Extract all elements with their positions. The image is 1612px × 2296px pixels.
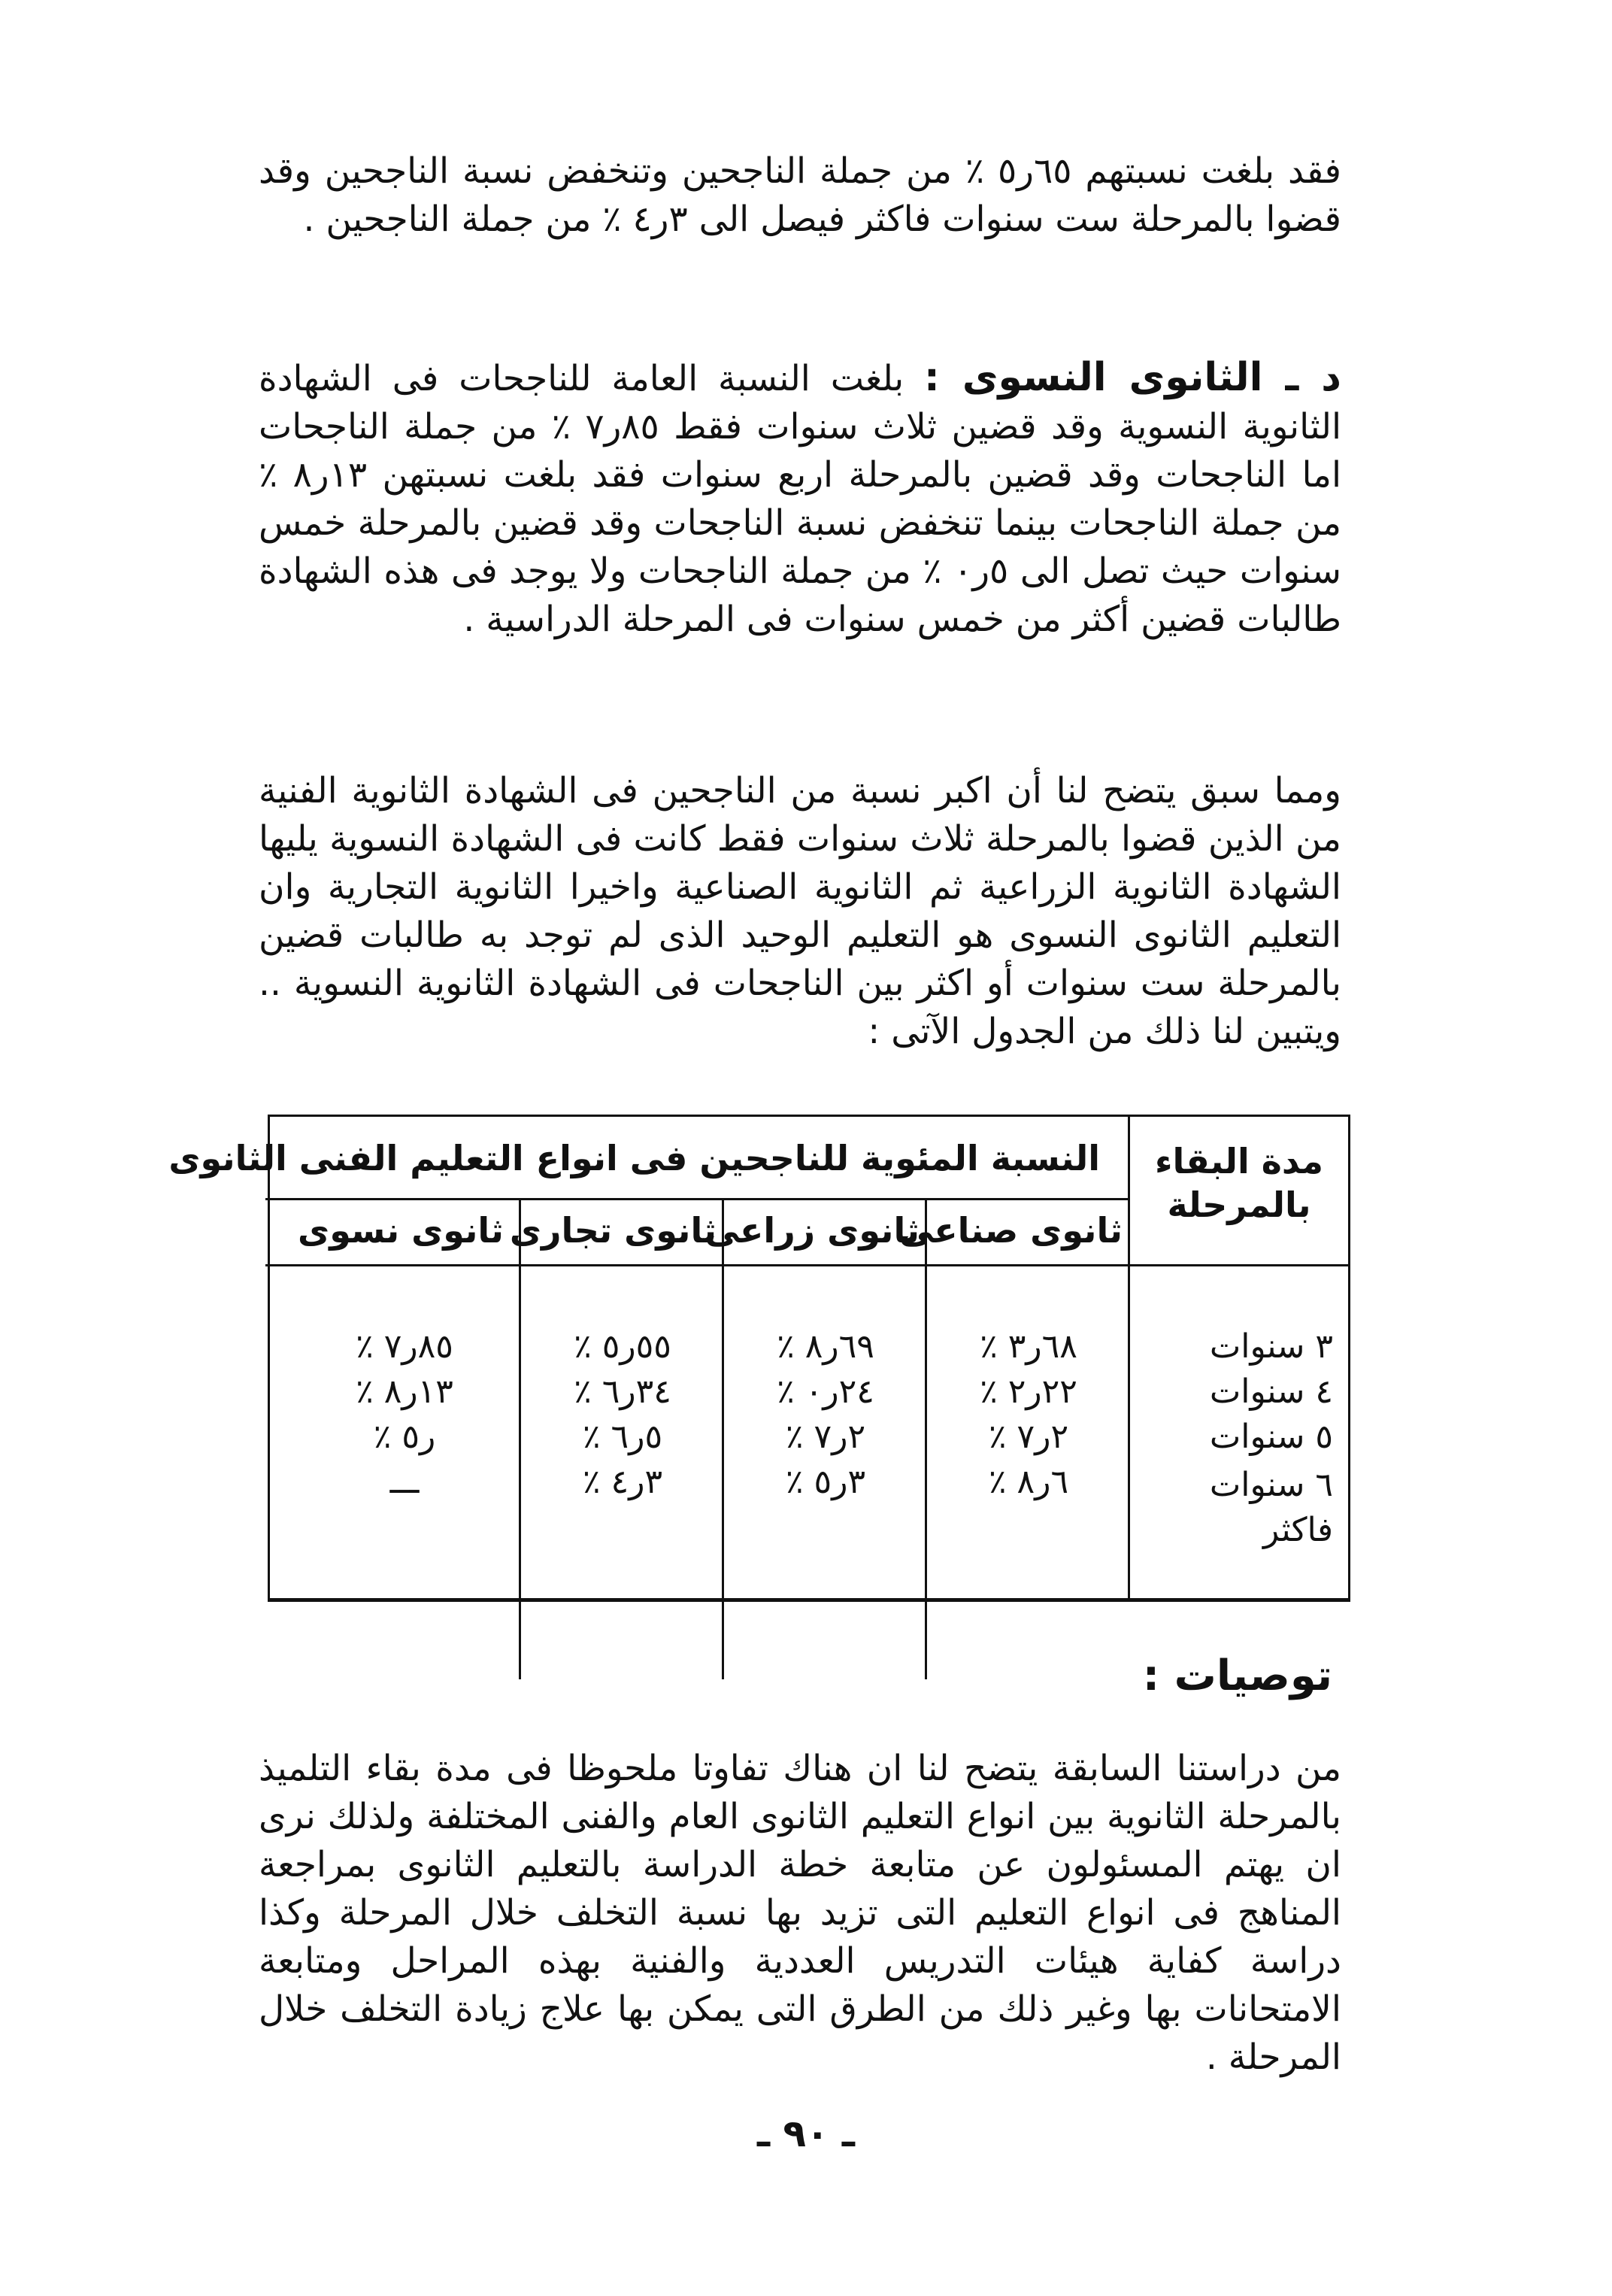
table-cell: ١٣ر٨ ٪ xyxy=(356,1372,453,1411)
paragraph-vocational-continued: فقد بلغت نسبتهم ٦٥ر٥ ٪ من جملة الناجحين وتنخفض نسبة الناجحين وقد قضوا بالمرحلة ست سنوات فاكثر فيصل الى ٣ر٤ ٪ من جملة الناجحين . xyxy=(259,150,1341,240)
table-cell: ٢ر٧ ٪ xyxy=(785,1418,866,1456)
col-header-commercial: ثانوى تجارى xyxy=(509,1210,717,1251)
table-divider-group xyxy=(265,1198,1130,1200)
table-cell: ٢٢ر٢ ٪ xyxy=(980,1372,1077,1411)
col-header-industrial: ثانوى صناعى xyxy=(898,1210,1123,1251)
section-d-body: بلغت النسبة العامة للناجحات فى الشهادة الثانوية النسوية وقد قضين ثلاث سنوات فقط ٨٥ر٧ ٪ من جملة الناجحات اما الناجحات وقد قضين بالمرحلة اربع سنوات فقد بلغت نسبتهن ١٣ر٨ ٪ من جملة الناجحات بينما تنخفض نسبة الناجحات وقد قضين بالمرحلة خمس سنوات حيث تصل الى ٥ر٠ ٪ من جملة الناجحات ولا يوجد فى هذه الشهادة طالبات قضين أكثر من خمس سنوات فى المرحلة الدراسية . xyxy=(259,358,1342,640)
table-divider-col-2 xyxy=(722,1198,724,1679)
row-duration: ٥ سنوات xyxy=(1209,1418,1333,1456)
table-cell: ٥٥ر٥ ٪ xyxy=(574,1327,671,1366)
page-number: ـ ٩٠ ـ xyxy=(756,2112,856,2155)
table-cell: ٥ر٦ ٪ xyxy=(582,1418,663,1456)
recommendations-heading: توصيات : xyxy=(1142,1651,1332,1700)
table-cell: ٦٨ر٣ ٪ xyxy=(980,1327,1077,1366)
row-duration: ٣ سنوات xyxy=(1209,1327,1333,1366)
section-d-heading: د ـ الثانوى النسوى : xyxy=(924,355,1341,400)
col-header-women: ثانوى نسوى xyxy=(298,1210,504,1251)
table-cell: ٣ر٤ ٪ xyxy=(582,1463,663,1501)
paragraph-recommendations: من دراستنا السابقة يتضح لنا ان هناك تفاوتا ملحوظا فى مدة بقاء التلميذ بالمرحلة الثانوية بين انواع التعليم الثانوى العام والفنى المختلفة ولذلك نرى ان يهتم المسئولون عن متابعة خطة الدراسة بالتعليم الثانوى بمراجعة المناهج فى انواع التعليم التى تزيد بها نسبة التخلف خلال المرحلة وكذا دراسة كفاية هيئات التدريس العددية والفنية بهذه المراحل ومتابعة الامتحانات بها وغير ذلك من الطرق التى يمكن بها علاج زيادة التخلف خلال المرحلة . xyxy=(259,1748,1341,2078)
table-divider-header xyxy=(265,1264,1348,1266)
table-cell: ٣ر٥ ٪ xyxy=(785,1463,866,1501)
stub-header: مدة البقاء بالمرحلة xyxy=(1155,1141,1323,1225)
paragraph-women-secondary xyxy=(259,353,1341,644)
col-header-agricultural: ثانوى زراعى xyxy=(704,1210,920,1251)
table-cell: ٨٥ر٧ ٪ xyxy=(356,1327,453,1366)
row-duration: ٦ سنوات فاكثر xyxy=(1209,1466,1333,1549)
paragraph-summary: ومما سبق يتضح لنا أن اكبر نسبة من الناجحين فى الشهادة الثانوية الفنية من الذين قضوا بالمرحلة ثلاث سنوات فقط كانت فى الشهادة النسوية يليها الشهادة الثانوية الزراعية ثم الثانوية الصناعية واخيرا الثانوية التجارية وان التعليم الثانوى النسوى هو التعليم الوحيد الذى لم توجد به طالبات قضين بالمرحلة ست سنوات أو اكثر بين الناجحات فى الشهادة الثانوية النسوية .. ويتبين لنا ذلك من الجدول الآتى : xyxy=(259,770,1341,1052)
group-header: النسبة المئوية للناجحين فى انواع التعليم الفنى الثانوى xyxy=(168,1138,1100,1178)
table-divider-col-1 xyxy=(925,1198,927,1679)
table-cell: ٦٩ر٨ ٪ xyxy=(777,1327,874,1366)
table-cell: ـــ xyxy=(389,1463,420,1501)
table-divider-stub xyxy=(1128,1117,1130,1598)
table-cell: ٢٤ر٠ ٪ xyxy=(777,1372,874,1411)
table-divider-col-3 xyxy=(519,1198,521,1679)
table-cell: ٢ر٧ ٪ xyxy=(988,1418,1069,1456)
table-cell: ٣٤ر٦ ٪ xyxy=(574,1372,671,1411)
table-cell: ر٥ ٪ xyxy=(373,1418,436,1456)
pass-rate-table xyxy=(168,1115,1350,1602)
row-duration: ٤ سنوات xyxy=(1209,1372,1333,1411)
table-cell: ٦ر٨ ٪ xyxy=(988,1463,1069,1501)
